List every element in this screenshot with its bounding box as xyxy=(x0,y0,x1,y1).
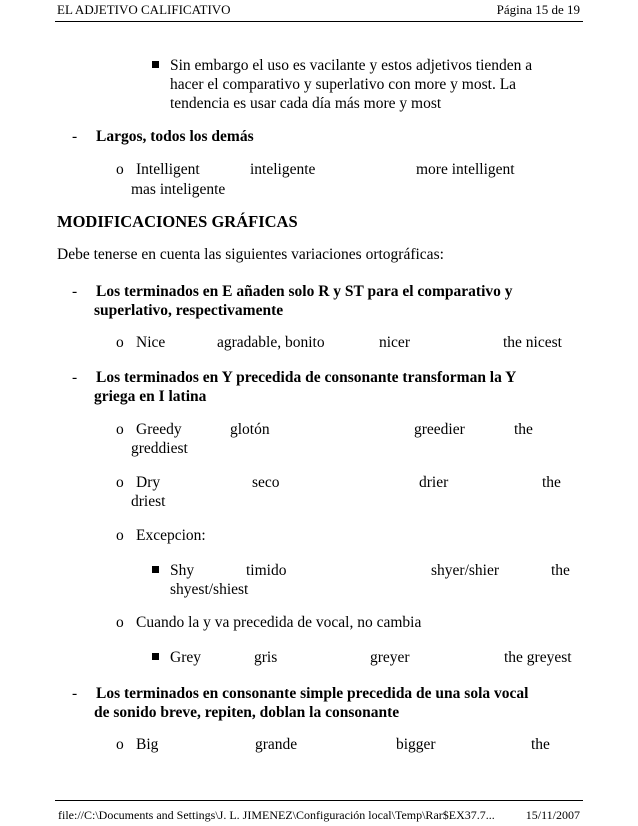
section-heading: MODIFICACIONES GRÁFICAS xyxy=(57,212,298,231)
section-intro: Debe tenerse en cuenta las siguientes variaciones ortográficas: xyxy=(57,246,444,263)
greedy-comparative: greedier xyxy=(414,421,465,438)
nice-translation: agradable, bonito xyxy=(217,334,325,351)
circle-bullet: o xyxy=(116,736,124,753)
dash-bullet: - xyxy=(72,283,78,300)
rule-consonant-line-1: Los terminados en consonante simple precedida de una sola vocal xyxy=(96,685,529,702)
grey-word: Grey xyxy=(170,649,201,666)
circle-bullet: o xyxy=(116,161,124,178)
sin-embargo-line-2: hacer el comparativo y superlativo con more y most. La xyxy=(170,76,517,93)
sin-embargo-line-1: Sin embargo el uso es vacilante y estos adjetivos tienden a xyxy=(170,57,533,74)
circle-bullet: o xyxy=(116,421,124,438)
largos-title: Largos, todos los demás xyxy=(96,128,254,145)
rule-e-line-1: Los terminados en E añaden solo R y ST para el comparativo y xyxy=(96,283,513,300)
circle-bullet: o xyxy=(116,334,124,351)
shy-comparative: shyer/shier xyxy=(431,562,500,579)
page-number: Página 15 de 19 xyxy=(496,2,580,17)
nice-word: Nice xyxy=(136,334,166,351)
vocal-note: Cuando la y va precedida de vocal, no cambia xyxy=(136,614,422,631)
circle-bullet: o xyxy=(116,474,124,491)
shy-translation: timido xyxy=(246,562,287,579)
square-bullet-icon xyxy=(152,61,159,68)
dry-word: Dry xyxy=(136,474,161,491)
dry-superlative: driest xyxy=(131,493,166,510)
header-rule xyxy=(55,21,583,22)
shy-superlative: shyest/shiest xyxy=(170,581,249,598)
circle-bullet: o xyxy=(116,614,124,631)
dash-bullet: - xyxy=(72,128,78,145)
dash-bullet: - xyxy=(72,369,78,386)
rule-y-line-2: griega en I latina xyxy=(94,388,207,405)
nice-superlative: the nicest xyxy=(503,334,562,351)
greedy-translation: glotón xyxy=(230,421,270,438)
intelligent-word: Intelligent xyxy=(136,161,200,178)
sin-embargo-line-3: tendencia es usar cada día más more y most xyxy=(170,95,442,112)
greedy-word: Greedy xyxy=(136,421,182,438)
big-comparative: bigger xyxy=(396,736,436,753)
footer-rule xyxy=(55,800,583,801)
greedy-superlative: greddiest xyxy=(131,440,188,457)
nice-comparative: nicer xyxy=(379,334,410,351)
grey-translation: gris xyxy=(254,649,278,666)
dry-comparative: drier xyxy=(419,474,449,491)
page-header xyxy=(0,0,638,24)
document-title: EL ADJETIVO CALIFICATIVO xyxy=(57,2,231,17)
dry-superlative-article: the xyxy=(542,474,561,491)
rule-e-line-2: superlativo, respectivamente xyxy=(94,302,284,319)
grey-superlative: the greyest xyxy=(504,649,572,666)
rule-y-line-1: Los terminados en Y precedida de consonante transforman la Y xyxy=(96,369,517,386)
circle-bullet: o xyxy=(116,527,124,544)
big-word: Big xyxy=(136,736,159,753)
shy-superlative-article: the xyxy=(551,562,570,579)
footer-file-path: file://C:\Documents and Settings\J. L. JIMENEZ\Configuración local\Temp\Rar$EX37.7... xyxy=(58,808,495,822)
big-translation: grande xyxy=(255,736,298,753)
excepcion-label: Excepcion: xyxy=(136,527,206,544)
shy-word: Shy xyxy=(170,562,195,579)
dash-bullet: - xyxy=(72,685,78,702)
intelligent-translation: inteligente xyxy=(250,161,316,178)
grey-comparative: greyer xyxy=(370,649,410,666)
dry-translation: seco xyxy=(252,474,280,491)
square-bullet-icon xyxy=(152,653,159,660)
footer-date: 15/11/2007 xyxy=(525,808,580,822)
intelligent-comparative: more intelligent xyxy=(416,161,515,178)
greedy-superlative-article: the xyxy=(514,421,533,438)
big-superlative-article: the xyxy=(531,736,550,753)
square-bullet-icon xyxy=(152,566,159,573)
rule-consonant-line-2: de sonido breve, repiten, doblan la consonante xyxy=(94,704,400,721)
intelligent-superlative: mas inteligente xyxy=(131,181,226,198)
